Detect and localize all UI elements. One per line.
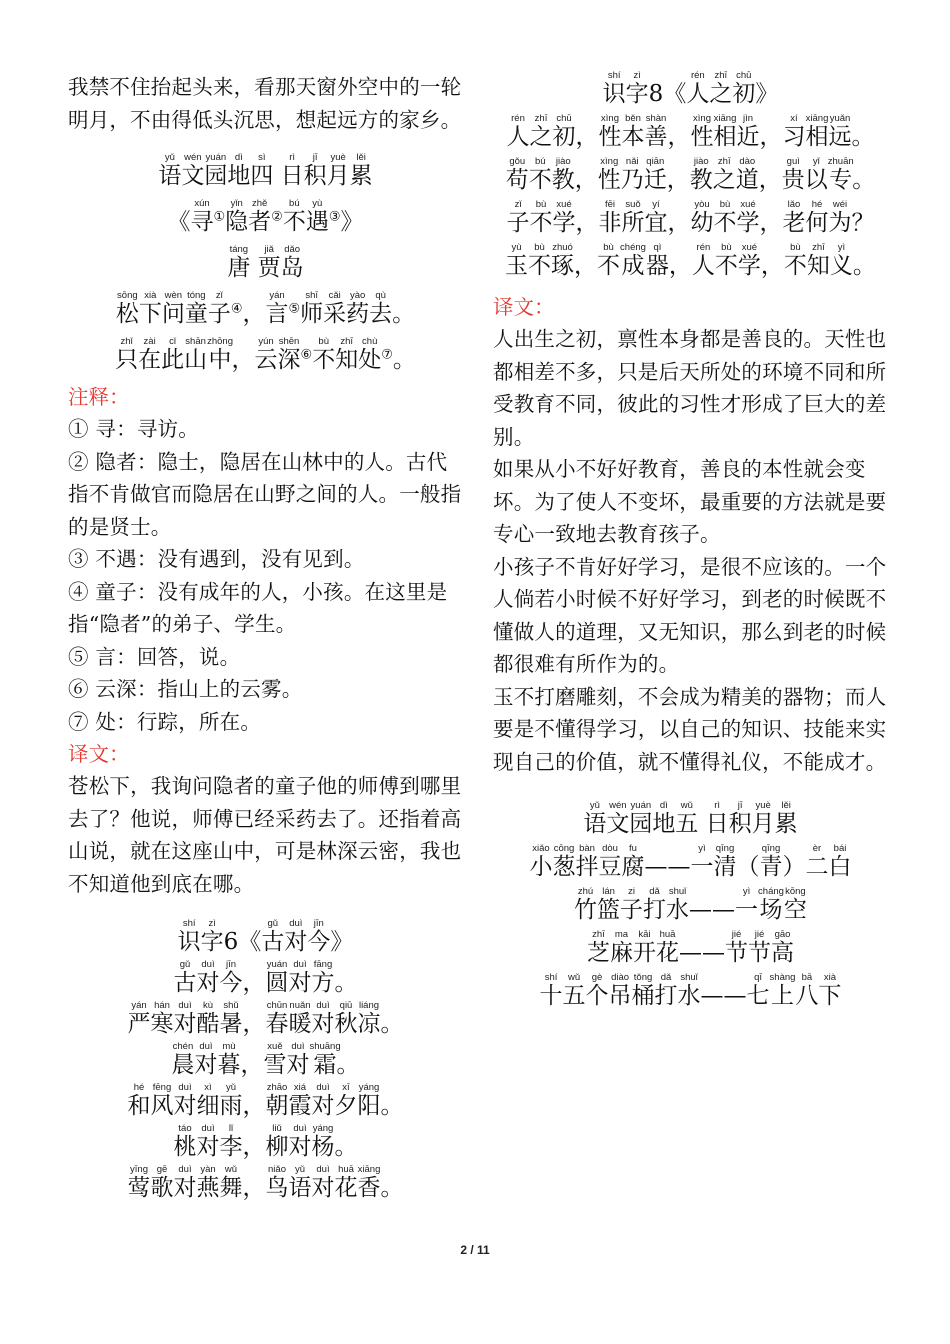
pinyin-char: 性xìng [597, 156, 621, 193]
guduijin-line [68, 1164, 463, 1201]
pinyin-char: 之zhī [712, 156, 736, 193]
pinyin-char: 凉liáng [357, 1000, 381, 1037]
pinyin-char: 日rì [705, 800, 729, 837]
pinyin-char: 鸟niǎo [265, 1164, 289, 1201]
note-item: ④ 童子：没有成年的人，小孩。在这里是指“隐者”的弟子、学生。 [68, 579, 448, 636]
guduijin-line [68, 1082, 463, 1119]
pinyin-char: 对duì [196, 1123, 220, 1160]
pinyin-char: 莺yīng [127, 1164, 151, 1201]
pinyin-char: 篮lán [597, 886, 621, 923]
pinyin-char: 童tóng [184, 290, 208, 327]
punctuation: —— [700, 983, 747, 1009]
punctuation: ， [667, 124, 691, 150]
punctuation: ， [242, 1011, 266, 1037]
punctuation: 》 [340, 209, 364, 235]
pinyin-char: 秋qiū [334, 1000, 358, 1037]
pinyin-char: 寻xún [190, 198, 214, 235]
pinyin-char: 唐táng [227, 244, 251, 281]
punctuation: 《 [167, 209, 191, 235]
translation-heading: 译文： [493, 295, 555, 319]
pinyin-char: 一yì [690, 843, 714, 880]
footnote-marker: ⑥ [300, 347, 313, 363]
pinyin-char: 山shān [184, 336, 208, 373]
note-item: ⑦ 处：行踪，所在。 [68, 709, 262, 734]
pinyin-char: 专zhuān [827, 156, 854, 193]
pinyin-char: 识shí [177, 918, 201, 955]
pinyin-char: 四sì [250, 152, 274, 189]
pinyin-char: 对duì [173, 1164, 197, 1201]
pinyin-char: 识shí [602, 70, 626, 107]
renzhichu-line [493, 199, 888, 236]
pinyin-char: 不bú [528, 156, 552, 193]
pinyin-char: 五wǔ [562, 972, 586, 1009]
pinyin-char: 教jiào [551, 156, 575, 193]
pinyin-char: 教jiào [689, 156, 713, 193]
pinyin-char: 善shàn [644, 113, 668, 150]
pinyin-char: 燕yàn [196, 1164, 220, 1201]
pinyin-char: 和hé [127, 1082, 151, 1119]
punctuation: 《 [663, 81, 687, 107]
punctuation: 。 [334, 970, 358, 996]
punctuation: ， [575, 210, 599, 236]
punctuation: —— [679, 940, 725, 966]
footnote-marker: ④ [230, 301, 243, 317]
pinyin-char: 香xiāng [357, 1164, 381, 1201]
pinyin-char: 问wèn [161, 290, 185, 327]
pinyin-char: 对duì [194, 1041, 218, 1078]
pinyin-char: 桃táo [173, 1123, 197, 1160]
pinyin-char: 言yán [265, 290, 289, 327]
punctuation: ， [758, 167, 782, 193]
pinyin-char: 人rén [506, 113, 530, 150]
footnote-marker: ① [213, 209, 226, 225]
pinyin-char: 对duì [284, 918, 308, 955]
pinyin-char: 节jié [725, 929, 748, 966]
note-item: ⑥ 云深：指山上的云雾。 [68, 677, 303, 701]
pinyin-char: 子zi [620, 886, 644, 923]
pinyin-char: 初chū [732, 70, 756, 107]
pinyin-char: 杨yáng [311, 1123, 335, 1160]
punctuation: 8 [648, 81, 664, 107]
pinyin-char: 五wǔ [675, 800, 699, 837]
translation-heading: 译文： [68, 742, 130, 766]
pinyin-char: 药yào [346, 290, 370, 327]
pinyin-char: 学xué [737, 242, 761, 279]
renzhichu-line [493, 242, 888, 279]
pinyin-char: 对duì [311, 1082, 335, 1119]
pinyin-char: 幼yòu [690, 199, 714, 236]
pinyin-char: 雪xuě [263, 1041, 287, 1078]
punctuation: 《 [238, 929, 262, 955]
pinyin-char: 霞xiá [288, 1082, 312, 1119]
pinyin-char: 不bù [783, 242, 807, 279]
pinyin-char: 青qīng [759, 843, 783, 880]
pinyin-char: 玉yù [505, 242, 529, 279]
pinyin-char: 对duì [311, 1000, 335, 1037]
punctuation: 6 [223, 929, 239, 955]
pinyin-char: 宜yí [644, 199, 668, 236]
punctuation: 。 [380, 1011, 404, 1037]
note-item: ② 隐者：隐士，隐居在山林中的人。古代指不肯做官而隐居在山野之间的人。一般指的是贤士。 [68, 449, 462, 539]
footnote-marker: ⑦ [381, 347, 393, 363]
punctuation: ， [242, 1134, 266, 1160]
pinyin-char: 清qīng [713, 843, 737, 880]
pinyin-char: 不bù [597, 242, 621, 279]
note-item: ③ 不遇：没有遇到，没有见到。 [68, 547, 365, 571]
pinyin-char: 不bù [714, 242, 738, 279]
punctuation: —— [689, 897, 736, 923]
pinyin-char: 学xué [736, 199, 760, 236]
pinyin-char: 学xué [552, 199, 576, 236]
pinyin-char: 习xí [782, 113, 806, 150]
pinyin-char: 者zhě [248, 198, 272, 235]
pinyin-char: 夕xī [334, 1082, 358, 1119]
translation-paragraph: 苍松下，我询问隐者的童子他的师傅到哪里去了？他说，师傅已经采药去了。还指着高山说，就在这座山中，可是林深云密，我也不知道他到底在哪。 [68, 774, 462, 896]
punctuation: ， [666, 167, 690, 193]
pinyin-char: 不bù [528, 242, 552, 279]
punctuation: —— [644, 854, 691, 880]
pinyin-char: 文wén [181, 152, 205, 189]
punctuation: ， [242, 1093, 266, 1119]
pinyin-char: 花huā [334, 1164, 358, 1201]
poem-author [68, 244, 463, 281]
notes-list [68, 413, 463, 738]
pinyin-char: 深shēn [277, 336, 301, 373]
pinyin-char: 对duì [173, 1082, 197, 1119]
renzhichu-line [493, 156, 888, 193]
pinyin-char: 之zhī [709, 70, 733, 107]
pinyin-char: 不bù [529, 199, 553, 236]
punctuation: ， [759, 210, 783, 236]
pinyin-char: 园yuán [204, 152, 228, 189]
pinyin-char: 文wén [606, 800, 630, 837]
pinyin-char: 上shàng [769, 972, 796, 1009]
punctuation: 。 [852, 167, 876, 193]
renzhichu-line [493, 113, 888, 150]
pinyin-char: 性xìng [598, 113, 622, 150]
pinyin-char: 人rén [691, 242, 715, 279]
punctuation: ） [782, 854, 806, 880]
pinyin-char: 苟gǒu [505, 156, 529, 193]
punctuation: ， [242, 970, 266, 996]
renzhichu-translation [493, 323, 888, 778]
pinyin-char: 对duì [288, 959, 312, 996]
pinyin-char: 打dǎ [643, 886, 667, 923]
footnote-marker: ⑤ [288, 301, 301, 317]
pinyin-char: 歌gē [150, 1164, 174, 1201]
guduijin-line [68, 1123, 463, 1160]
pinyin-char: 子zǐ [207, 290, 231, 327]
guduijin-line [68, 959, 463, 996]
pinyin-char: 道dào [735, 156, 759, 193]
pinyin-char: 不bù [312, 336, 336, 373]
pinyin-char: 严yán [127, 1000, 151, 1037]
pinyin-char: 近jìn [736, 113, 760, 150]
unit5-section [493, 800, 888, 1009]
pinyin-char: 相xiāng [805, 113, 829, 150]
pinyin-char: 暖nuǎn [288, 1000, 312, 1037]
pinyin-char: 采cǎi [323, 290, 347, 327]
pinyin-char: 竹zhú [574, 886, 598, 923]
footnote-marker: ② [271, 209, 283, 225]
pinyin-char: 腐fu [621, 843, 645, 880]
punctuation: 。 [380, 1093, 404, 1119]
pinyin-char: 月yuè [326, 152, 350, 189]
left-column [68, 0, 463, 1201]
pinyin-char: 地dì [227, 152, 251, 189]
pinyin-char: 只zhǐ [115, 336, 139, 373]
pinyin-char: 暑shǔ [219, 1000, 243, 1037]
punctuation: ？ [851, 210, 875, 236]
pinyin-char: 七qī [746, 972, 770, 1009]
pinyin-char: 子zǐ [506, 199, 530, 236]
punctuation: ， [667, 210, 691, 236]
pinyin-char: 语yǔ [158, 152, 182, 189]
pinyin-char: 朝zhāo [265, 1082, 289, 1119]
pinyin-char: 非fēi [598, 199, 622, 236]
pinyin-char: 知zhī [335, 336, 359, 373]
pinyin-char: 舞wǔ [219, 1164, 243, 1201]
pinyin-char: 去qù [369, 290, 393, 327]
pinyin-char: 花huā [656, 929, 679, 966]
pinyin-char: 字zì [200, 918, 224, 955]
pinyin-char: 累lěi [349, 152, 373, 189]
punctuation: 》 [330, 929, 354, 955]
pinyin-char: 古gǔ [261, 918, 285, 955]
pinyin-char: 暮mù [217, 1041, 241, 1078]
pinyin-char: 义yì [829, 242, 853, 279]
pinyin-char: 古gǔ [173, 959, 197, 996]
unit4-title [68, 152, 463, 189]
xiehouyu-line [493, 886, 888, 923]
punctuation: ， [574, 253, 598, 279]
punctuation: 》 [755, 81, 779, 107]
pinyin-char: 打dǎ [654, 972, 678, 1009]
guduijin-section [68, 918, 463, 1201]
pinyin-char: 对duì [196, 959, 220, 996]
xiehouyu-line [493, 972, 888, 1009]
translation-paragraph: 人出生之初，禀性本身都是善良的。天性也都相差不多，只是后天所处的环境不同和所受教育不同，彼此的习性才形成了巨大的差别。 [493, 327, 887, 449]
pinyin-char: 圆yuán [265, 959, 289, 996]
pinyin-char: 积jī [303, 152, 327, 189]
pinyin-char: 中zhōng [207, 336, 233, 373]
pinyin-char: 语yǔ [288, 1164, 312, 1201]
pinyin-char: 老lǎo [782, 199, 806, 236]
punctuation: ， [240, 1052, 264, 1078]
punctuation: ， [759, 124, 783, 150]
note-item: ① 寻：寻访。 [68, 417, 199, 441]
pinyin-char: 不bú [282, 198, 306, 235]
punctuation: 。 [851, 124, 875, 150]
pinyin-char: 对duì [173, 1000, 197, 1037]
pinyin-char: 霜shuāng [309, 1041, 341, 1078]
xiehouyu-line [493, 929, 888, 966]
pinyin-char: 成chéng [620, 242, 646, 279]
pinyin-char: 豆dòu [598, 843, 622, 880]
pinyin-char: 隐yǐn [225, 198, 249, 235]
punctuation [250, 255, 257, 281]
pinyin-char: 语yǔ [583, 800, 607, 837]
pinyin-char: 初chū [552, 113, 576, 150]
poem-line-1 [68, 290, 463, 327]
pinyin-char: 以yǐ [804, 156, 828, 193]
pinyin-char: 拌bàn [575, 843, 599, 880]
pinyin-char: 春chūn [265, 1000, 289, 1037]
pinyin-char: 场cháng [758, 886, 784, 923]
pinyin-char: 吊diào [608, 972, 632, 1009]
note-item: ⑤ 言：回答，说。 [68, 644, 241, 669]
pinyin-char: 节jié [748, 929, 771, 966]
pinyin-char: 李lǐ [219, 1123, 243, 1160]
page-number: 2 / 11 [460, 1243, 490, 1257]
pinyin-char: 日rì [280, 152, 304, 189]
pinyin-char: 今jīn [307, 918, 331, 955]
unit5-title [493, 800, 888, 837]
right-column [493, 0, 888, 1009]
pinyin-char: 寒hán [150, 1000, 174, 1037]
pinyin-char: 之zhī [529, 113, 553, 150]
pinyin-char: 方fāng [311, 959, 335, 996]
pinyin-char: 迁qiān [643, 156, 667, 193]
pinyin-char: 阳yáng [357, 1082, 381, 1119]
pinyin-char: 人rén [686, 70, 710, 107]
pinyin-char: 一yì [735, 886, 759, 923]
punctuation: ， [231, 347, 255, 373]
translation-paragraph: 小孩子不肯好好学习，是很不应该的。一个人倘若小时候不好好学习，到老的时候既不懂做人的道理，又无知识，那么到老的时候都很难有所作为的。 [493, 554, 887, 676]
punctuation: 。 [380, 1175, 404, 1201]
pinyin-char: 白bái [828, 843, 852, 880]
pinyin-char: 酷kù [196, 1000, 220, 1037]
punctuation: 。 [334, 1134, 358, 1160]
punctuation [698, 811, 705, 837]
pinyin-char: 开kāi [633, 929, 656, 966]
punctuation: 。 [852, 253, 876, 279]
punctuation: ， [575, 124, 599, 150]
pinyin-char: 器qì [645, 242, 669, 279]
translation-paragraph: 如果从小不好好教育，善良的本性就会变坏。为了使人不变坏，最重要的方法就是要专心一致地去教育孩子。 [493, 457, 887, 546]
pinyin-char: 在zài [138, 336, 162, 373]
guduijin-line [68, 1041, 463, 1078]
pinyin-char: 下xià [818, 972, 842, 1009]
pinyin-char: 贵guì [781, 156, 805, 193]
pinyin-char: 八bā [795, 972, 819, 1009]
pinyin-char: 师shī [300, 290, 324, 327]
pinyin-char: 乃nǎi [620, 156, 644, 193]
pinyin-char: 本běn [621, 113, 645, 150]
pinyin-char: 贾jiǎ [257, 244, 281, 281]
pinyin-char: 松sōng [115, 290, 139, 327]
pinyin-char: 水shuǐ [666, 886, 690, 923]
punctuation: 。 [392, 347, 416, 373]
pinyin-char: 个gè [585, 972, 609, 1009]
punctuation: 。 [336, 1052, 360, 1078]
pinyin-char: 累lěi [774, 800, 798, 837]
pinyin-char: 十shí [539, 972, 563, 1009]
pinyin-char: 月yuè [751, 800, 775, 837]
pinyin-char: 空kōng [783, 886, 807, 923]
pinyin-char: 雨yǔ [219, 1082, 243, 1119]
pinyin-char: 细xì [196, 1082, 220, 1119]
pinyin-char: 芝zhī [587, 929, 610, 966]
punctuation: ， [574, 167, 598, 193]
pinyin-char: 对duì [311, 1164, 335, 1201]
guduijin-line [68, 1000, 463, 1037]
punctuation: ， [668, 253, 692, 279]
pinyin-char: 知zhī [806, 242, 830, 279]
pinyin-char: 桶tǒng [631, 972, 655, 1009]
xiehouyu-line [493, 843, 888, 880]
pinyin-char: 晨chén [171, 1041, 195, 1078]
punctuation: ， [242, 301, 266, 327]
pinyin-char: 园yuán [629, 800, 653, 837]
guduijin-title [68, 918, 463, 955]
pinyin-char: 此cǐ [161, 336, 185, 373]
pinyin-char: 何hé [805, 199, 829, 236]
pinyin-char: 下xià [138, 290, 162, 327]
pinyin-char: 二èr [805, 843, 829, 880]
punctuation: ， [242, 1175, 266, 1201]
renzhichu-section [493, 70, 888, 279]
pinyin-char: 葱cōng [552, 843, 576, 880]
pinyin-char: 今jīn [219, 959, 243, 996]
pinyin-char: 相xiāng [713, 113, 737, 150]
poem-section [68, 152, 463, 373]
pinyin-char: 字zì [625, 70, 649, 107]
punctuation: （ [736, 854, 760, 880]
pinyin-char: 柳liǔ [265, 1123, 289, 1160]
pinyin-char: 对duì [288, 1123, 312, 1160]
pinyin-char: 遇yù [305, 198, 329, 235]
pinyin-char: 所suǒ [621, 199, 645, 236]
pinyin-char: 水shuǐ [677, 972, 701, 1009]
pinyin-char: 风fēng [150, 1082, 174, 1119]
poem-line-2 [68, 336, 463, 373]
pinyin-char: 麻ma [610, 929, 633, 966]
pinyin-char: 高gāo [771, 929, 794, 966]
pinyin-char: 积jī [728, 800, 752, 837]
pinyin-char: 远yuǎn [828, 113, 852, 150]
pinyin-char: 处chù [358, 336, 382, 373]
renzhichu-title [493, 70, 888, 107]
notes-heading: 注释： [68, 385, 130, 409]
pinyin-char: 为wéi [828, 199, 852, 236]
pinyin-char: 云yún [254, 336, 278, 373]
pinyin-char: 对duì [286, 1041, 310, 1078]
pinyin-char: 不bù [713, 199, 737, 236]
punctuation [273, 163, 280, 189]
pinyin-char: 地dì [652, 800, 676, 837]
footnote-marker: ③ [328, 209, 341, 225]
pinyin-char: 性xìng [690, 113, 714, 150]
pinyin-char: 小xiǎo [529, 843, 553, 880]
pinyin-char: 琢zhuó [551, 242, 575, 279]
punctuation: 。 [392, 301, 416, 327]
pinyin-char: 岛dǎo [280, 244, 304, 281]
intro-paragraph: 我禁不住抬起头来，看那天窗外空中的一轮明月，不由得低头沉思，想起远方的家乡。 [68, 75, 462, 132]
punctuation: ， [760, 253, 784, 279]
translation-paragraph: 玉不打磨雕刻，不会成为精美的器物；而人要是不懂得学习，以自己的知识、技能来实现自己的价值，就不懂得礼仪，不能成才。 [493, 684, 887, 774]
poem-name [68, 198, 463, 235]
